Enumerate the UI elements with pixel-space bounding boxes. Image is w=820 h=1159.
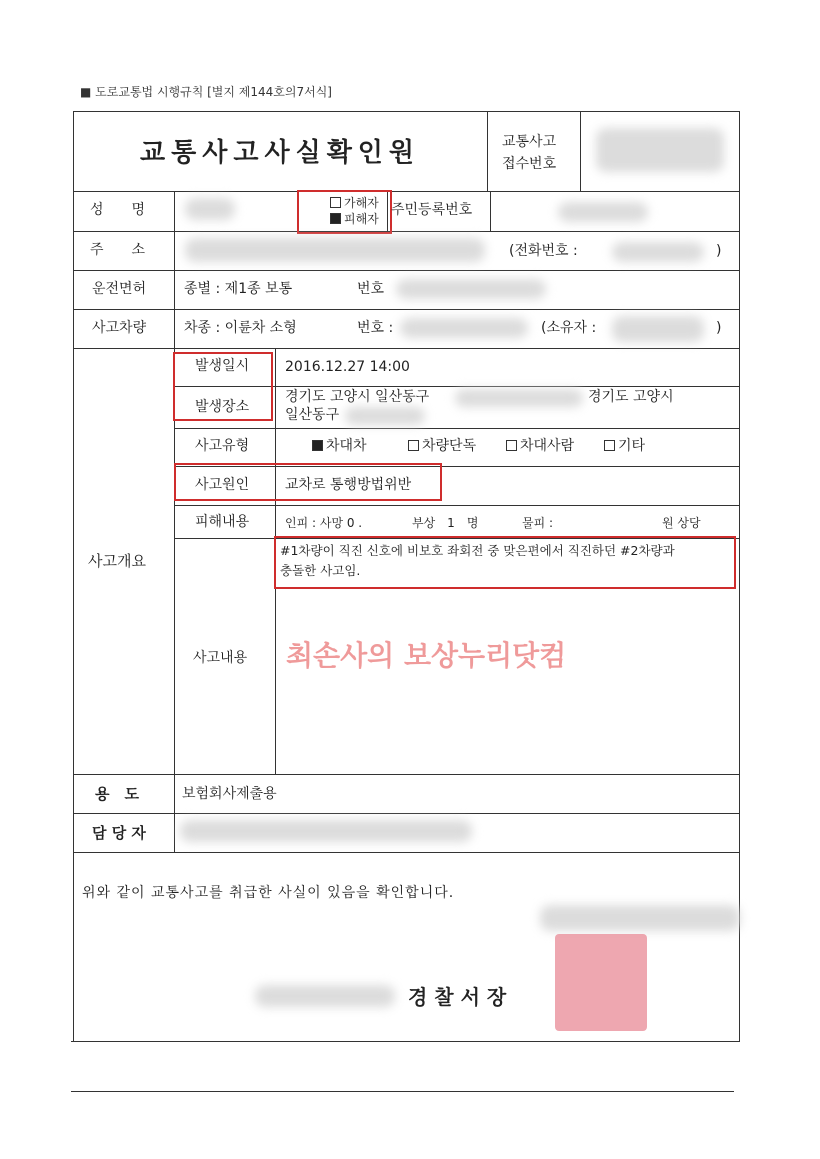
receipt-label-2: 접수번호 <box>502 156 557 172</box>
accident-type-car-to-person-label: 차대사람 <box>520 438 575 454</box>
datetime-place-highlight-box <box>173 352 273 421</box>
accident-type-car-to-person-checkbox <box>506 440 517 451</box>
accident-type-car-to-car-label: 차대차 <box>326 438 367 454</box>
accident-type-other-checkbox <box>604 440 615 451</box>
redacted-vehicle-number <box>400 318 528 338</box>
redacted-license-number <box>396 279 546 299</box>
accident-type-other <box>604 438 645 454</box>
accident-type-label: 사고유형 <box>195 438 250 454</box>
receipt-label-1: 교통사고 <box>502 134 557 150</box>
cause-label: 사고원인 <box>195 477 250 493</box>
license-label: 운전면허 <box>92 281 147 297</box>
damage-person: 인피 : 사망 0 . <box>285 516 363 530</box>
form-reference-text: 도로교통법 시행규칙 [별지 제144호의7서식] <box>95 85 332 99</box>
accident-type-single-vehicle <box>408 438 476 454</box>
vehicle-number-label: 번호 : <box>357 320 394 336</box>
row-divider <box>73 852 740 853</box>
name-label: 성 명 <box>90 202 146 218</box>
place-line-1a: 경기도 고양시 일산동구 <box>285 389 430 405</box>
place-line-1b: 경기도 고양시 <box>588 389 674 405</box>
victim-highlight-box <box>297 190 392 234</box>
officer-label: 담 당 자 <box>92 824 146 842</box>
usage-label: 용 도 <box>95 785 139 803</box>
place-line-2: 일산동구 <box>285 407 340 423</box>
owner-close: ) <box>716 320 722 336</box>
damage-label: 피해내용 <box>195 514 250 530</box>
license-type: 종별 : 제1종 보통 <box>184 281 293 297</box>
damage-injury: 부상 1 명 <box>412 516 479 530</box>
redacted-place-2 <box>345 407 425 425</box>
accident-type-car-to-person <box>506 438 574 454</box>
damage-amount: 원 상당 <box>662 516 701 530</box>
accident-type-single-vehicle-checkbox <box>408 440 419 451</box>
col-divider <box>487 111 488 191</box>
redacted-officer <box>180 820 472 842</box>
redacted-owner <box>612 316 704 342</box>
table-left-border <box>73 111 74 1041</box>
accident-type-car-to-car-checkbox <box>312 440 323 451</box>
cause-highlight-box <box>174 463 442 501</box>
table-top-border <box>73 111 740 112</box>
summary-label: 사고개요 <box>88 552 146 570</box>
datetime-label: 발생일시 <box>195 358 250 374</box>
content-line-2: 충돌한 사고임. <box>280 563 361 578</box>
table-bottom-border <box>71 1041 740 1042</box>
page-title: 교통사고사실확인원 <box>140 138 421 168</box>
form-reference <box>80 84 332 100</box>
col-divider <box>490 191 491 231</box>
damage-property: 물피 : <box>522 516 554 530</box>
col-divider <box>580 111 581 191</box>
phone-label: (전화번호 : <box>509 243 578 259</box>
redacted-place-1 <box>455 389 583 407</box>
square-bullet-icon: ■ <box>80 85 92 99</box>
usage-value: 보험회사제출용 <box>182 786 277 802</box>
table-right-border <box>739 111 740 1041</box>
content-highlight-box <box>274 536 736 589</box>
col-divider <box>174 191 175 852</box>
station-chief-label: 경 찰 서 장 <box>408 985 507 1009</box>
redacted-date <box>540 905 740 931</box>
accident-type-other-label: 기타 <box>618 438 646 454</box>
place-label: 발생장소 <box>195 399 250 415</box>
rrn-label: 주민등록번호 <box>391 202 473 218</box>
confirmation-text: 위와 같이 교통사고를 취급한 사실이 있음을 확인합니다. <box>82 885 455 901</box>
owner-label: (소유자 : <box>541 320 597 336</box>
vehicle-type: 차종 : 이륜차 소형 <box>184 320 297 336</box>
address-label: 주 소 <box>90 242 146 258</box>
offender-option-label: 가해자 <box>344 196 379 210</box>
victim-option-label: 피해자 <box>344 212 379 226</box>
datetime-value: 2016.12.27 14:00 <box>285 359 410 375</box>
footer-rule <box>71 1091 734 1092</box>
content-label: 사고내용 <box>193 650 248 666</box>
accident-type-single-vehicle-label: 차량단독 <box>422 438 477 454</box>
phone-close: ) <box>716 243 722 259</box>
redacted-address <box>185 238 485 262</box>
accident-type-car-to-car <box>312 438 367 454</box>
cause-value: 교차로 통행방법위반 <box>285 477 412 493</box>
redacted-police-station <box>255 985 395 1007</box>
redacted-phone <box>612 242 704 262</box>
row-divider <box>174 505 740 506</box>
watermark-text: 최손사의 보상누리닷컴 <box>286 639 567 672</box>
official-seal-stamp <box>555 934 647 1031</box>
license-number-label: 번호 <box>357 281 385 297</box>
redacted-name <box>185 198 235 220</box>
content-line-1: #1차량이 직진 신호에 비보호 좌회전 중 맞은편에서 직진하던 #2차량과 <box>280 543 675 558</box>
vehicle-label: 사고차량 <box>92 320 147 336</box>
redacted-receipt-number <box>596 128 724 172</box>
redacted-rrn <box>558 202 648 222</box>
row-divider <box>174 428 740 429</box>
